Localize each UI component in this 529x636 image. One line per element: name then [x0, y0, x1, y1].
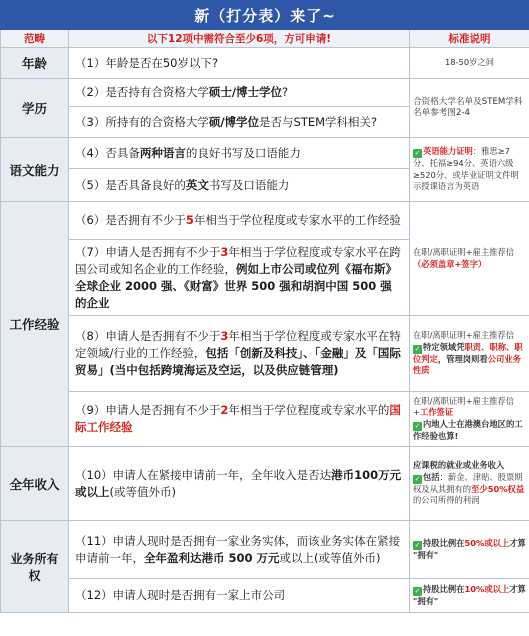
- standard-age: 18-50岁之间: [410, 48, 529, 79]
- check-icon: ✓: [414, 344, 421, 353]
- standard-work-3: 在职/离职证明+雇主推荐信+工作签证 ✓ 内地人士在港澳台地区的工作经验也算!: [410, 392, 529, 447]
- title-row: [1, 1, 529, 30]
- table-row: [1, 202, 529, 240]
- header-category: 范畴: [1, 30, 69, 48]
- category-business: 业务所有权: [1, 521, 69, 613]
- category-education: 学历: [1, 79, 69, 138]
- category-income: 全年收入: [1, 447, 69, 521]
- page-title: 新（打分表）来了~: [1, 1, 529, 30]
- table-row: [1, 48, 529, 79]
- check-icon: ✓: [414, 586, 421, 595]
- check-icon: ✓: [414, 540, 421, 549]
- condition-8: （8）申请人是否拥有不少于3年相当于学位程度或专家水平在特定领域/行业的工作经验，包括「创新及科技」、「金融」及「国际贸易」(当中包括跨境海运及空运，以及供应链管理): [69, 316, 410, 392]
- condition-6: （6）是否拥有不少于5年相当于学位程度或专家水平的工作经验: [69, 202, 410, 240]
- table-row: [1, 392, 529, 447]
- table-row: [1, 521, 529, 579]
- check-icon: ✓: [414, 149, 421, 158]
- condition-7: （7）申请人是否拥有不少于3年相当于学位程度或专家水平在跨国公司或知名企业的工作经验，例如上市公司或位列《福布斯》全球企业 2000 强、《财富》世界 500 强和胡润中国 500 强的企业: [69, 240, 410, 316]
- standard-business-1: ✓ 持股比例在50%或以上才算 "拥有": [410, 521, 529, 579]
- condition-4: （4）否具备两种语言的良好书写及口语能力: [69, 138, 410, 169]
- condition-10: （10）申请人在紧接申请前一年，全年收入是否达港币100万元或以上(或等值外币): [69, 447, 410, 521]
- condition-12: （12）申请人现时是否拥有一家上市公司: [69, 579, 410, 613]
- condition-2: （2）是否持有合资格大学硕士/博士学位?: [69, 79, 410, 107]
- header-standard: 标准说明: [410, 30, 529, 48]
- condition-11: （11）申请人现时是否拥有一家业务实体，而该业务实体在紧接申请前一年，全年盈利达港币 500 万元或以上(或等值外币): [69, 521, 410, 579]
- table-row: [1, 579, 529, 613]
- table-row: [1, 79, 529, 107]
- standard-language: ✓ 英语能力证明：雅思≥7分、托福≥94分、英语六级≥520分、或毕业证明文件明示授课语言为英语: [410, 138, 529, 202]
- standard-work-1: 在职/离职证明+雇主推荐信（必须盖章+签字）: [410, 202, 529, 316]
- condition-9: （9）申请人是否拥有不少于2年相当于学位程度或专家水平的国际工作经验: [69, 392, 410, 447]
- standard-income: 应课税的就业或业务收入 ✓ 包括：薪金、津贴、股票期权及从其拥有的至少50%权益的公司所得的利润: [410, 447, 529, 521]
- header-row: [1, 30, 529, 48]
- condition-1: （1）年龄是否在50岁以下?: [69, 48, 410, 79]
- check-icon: ✓: [414, 421, 421, 430]
- table-row: [1, 316, 529, 392]
- category-language: 语文能力: [1, 138, 69, 202]
- check-icon: ✓: [414, 474, 421, 483]
- header-requirement: 以下12项中需符合至少6项，方可申请!: [69, 30, 410, 48]
- standard-business-2: ✓ 持股比例在10%或以上才算 "拥有": [410, 579, 529, 613]
- table-row: [1, 138, 529, 169]
- condition-3: （3）所持有的合资格大学硕/博学位是否与STEM学科相关?: [69, 107, 410, 138]
- condition-5: （5）是否具备良好的英文书写及口语能力: [69, 169, 410, 202]
- standard-work-2: 在职/离职证明+雇主推荐信 ✓ 特定领域凭职责、职称、职位判定，管理岗则看公司业务性质: [410, 316, 529, 392]
- category-work: 工作经验: [1, 202, 69, 447]
- category-age: 年龄: [1, 48, 69, 79]
- standard-education: 合资格大学名单及STEM学科名单参考图2-4: [410, 79, 529, 138]
- table-row: [1, 447, 529, 521]
